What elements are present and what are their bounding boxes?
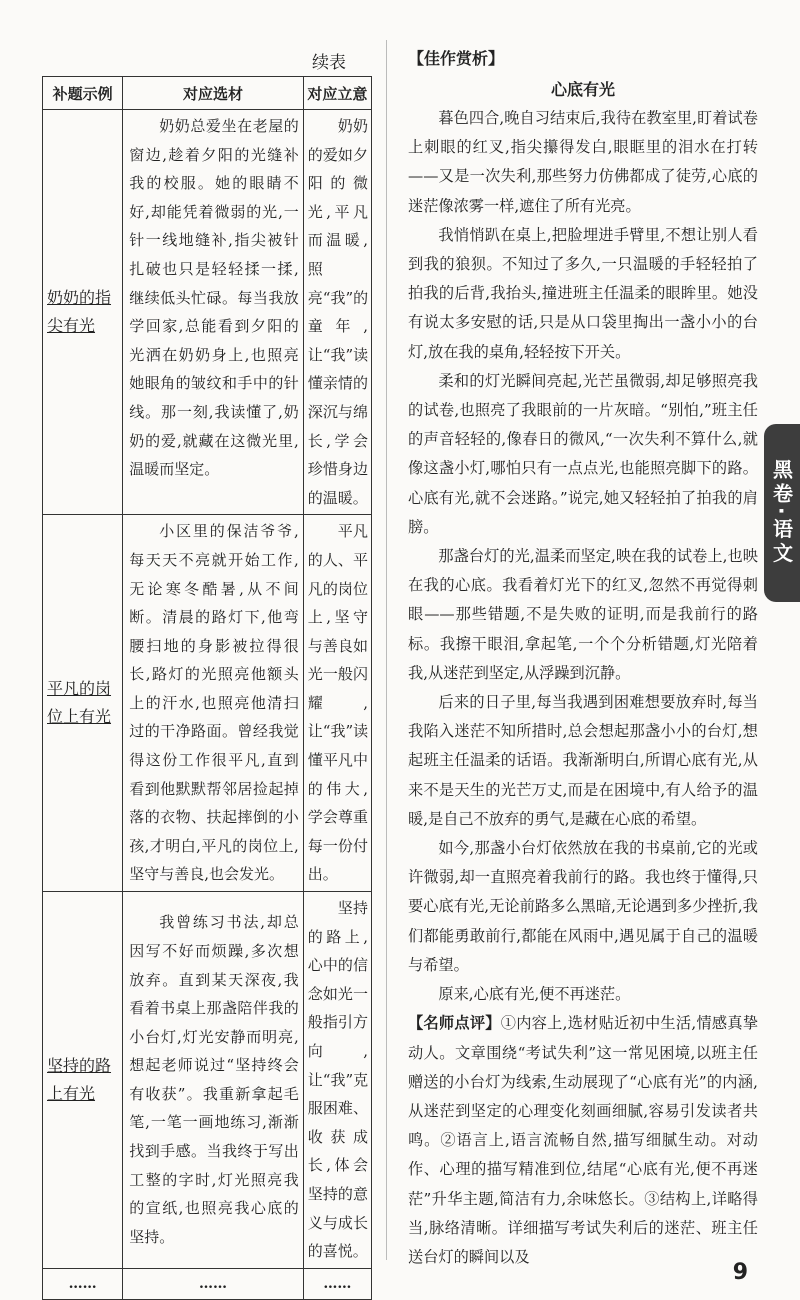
table-row bbox=[43, 515, 372, 892]
table-row bbox=[43, 110, 372, 515]
column-divider bbox=[386, 40, 387, 1260]
article-paragraph: 暮色四合,晚自习结束后,我待在教室里,盯着试卷上刺眼的红叉,指尖攥得发白,眼眶里的泪水在打转——又是一次失利,那些努力仿佛都成了徒劳,心底的迷茫像浓雾一样,遮住了所有光亮。 bbox=[408, 109, 758, 215]
page-number: 9 bbox=[732, 1260, 748, 1285]
header-topic: 补题示例 bbox=[43, 77, 123, 110]
row-topic: 坚持的路上有光 bbox=[47, 1055, 112, 1103]
article-paragraph: 我悄悄趴在桌上,把脸埋进手臂里,不想让别人看到我的狼狈。不知过了多久,一只温暖的手轻轻拍了拍我的后背,我抬头,撞进班主任温柔的眼眸里。她没有说太多安慰的话,只是从口袋里掏出一盏小小的台灯,放在我的桌角,轻轻按下开关。 bbox=[408, 225, 758, 361]
ellipsis-cell: …… bbox=[43, 1268, 123, 1299]
ellipsis-cell: …… bbox=[123, 1268, 304, 1299]
article-paragraph: 原来,心底有光,便不再迷茫。 bbox=[438, 985, 631, 1004]
section-label: 【佳作赏析】 bbox=[408, 49, 505, 68]
comment-text: ①内容上,选材贴近初中生活,情感真挚动人。文章围绕“考试失利”这一常见困境,以班主任赠送的小台灯为线索,生动展现了“心底有光”的内涵,从迷茫到坚定的心理变化刻画细腻,容易引发读者共鸣。②语言上,语言流畅自然,描写细腻生动。对动作、心理的描写精准到位,结尾“心底有光,便不再迷茫”升华主题,简洁有力,余味悠长。③结构上,详略得当,脉络清晰。详细描写考试失利后的迷茫、班主任送台灯的瞬间以及 bbox=[408, 1014, 759, 1266]
continued-label: 续表 bbox=[312, 53, 346, 73]
side-tab: 黑卷·语文 bbox=[764, 424, 800, 602]
article-paragraph: 如今,那盏小台灯依然放在我的书桌前,它的光或许微弱,却一直照亮着我前行的路。我也终于懂得,只要心底有光,无论前路多么黑暗,无论遇到多少挫折,我们都能勇敢前行,都能在风雨中,遇见属于自己的温暖与希望。 bbox=[408, 839, 758, 974]
ellipsis-cell: …… bbox=[303, 1268, 371, 1299]
table-row bbox=[43, 892, 372, 1269]
article-paragraph: 柔和的灯光瞬间亮起,光芒虽微弱,却足够照亮我的试卷,也照亮了我眼前的一片灰暗。“别怕,”班主任的声音轻轻的,像春日的微风,“一次失利不算什么,就像这盏小灯,哪怕只有一点点光,也能照亮脚下的路。心底有光,就不会迷路。”说完,她又轻轻拍了拍我的肩膀。 bbox=[408, 371, 758, 536]
table-header-row bbox=[43, 77, 372, 110]
article-column bbox=[408, 46, 758, 1272]
header-material: 对应选材 bbox=[123, 77, 304, 110]
table-row-ellipsis bbox=[43, 1268, 372, 1299]
teacher-comment bbox=[408, 1009, 758, 1272]
article-paragraph: 那盏台灯的光,温柔而坚定,映在我的试卷上,也映在我的心底。我看着灯光下的红叉,忽然不再觉得刺眼——那些错题,不是失败的证明,而是我前行的路标。我擦干眼泪,拿起笔,一个个分析错题,灯光陪着我,从迷茫到坚定,从浮躁到沉静。 bbox=[408, 547, 758, 682]
article-title: 心底有光 bbox=[550, 80, 615, 99]
row-topic: 奶奶的指尖有光 bbox=[47, 288, 112, 336]
row-idea: 坚持的路上,心中的信念如光一般指引方向,让“我”克服困难、收获成长,体会坚持的意义与成长的喜悦。 bbox=[307, 899, 369, 1261]
row-topic: 平凡的岗位上有光 bbox=[47, 679, 112, 727]
row-idea: 奶奶的爱如夕阳的微光,平凡而温暖,照亮“我”的童年,让“我”读懂亲情的深沉与绵长,学会珍惜身边的温暖。 bbox=[307, 117, 369, 507]
row-idea: 平凡的人、平凡的岗位上,坚守与善良如光一般闪耀,让“我”读懂平凡中的伟大,学会尊重每一份付出。 bbox=[307, 522, 369, 884]
topic-material-table bbox=[42, 76, 372, 1300]
row-material: 我曾练习书法,却总因写不好而烦躁,多次想放弃。直到某天深夜,我看着书桌上那盏陪伴我的小台灯,灯光安静而明亮,想起老师说过“坚持终会有收获”。我重新拿起毛笔,一笔一画地练习,渐渐找到手感。当我终于写出工整的字时,灯光照亮我的宣纸,也照亮我心底的坚持。 bbox=[129, 913, 299, 1246]
article-paragraph: 后来的日子里,每当我遇到困难想要放弃时,每当我陷入迷茫不知所措时,总会想起那盏小小的台灯,想起班主任温柔的话语。我渐渐明白,所谓心底有光,从来不是天生的光芒万丈,而是在困境中,有人给予的温暖,是自己不放弃的勇气,是藏在心底的希望。 bbox=[408, 693, 758, 828]
header-idea: 对应立意 bbox=[303, 77, 371, 110]
row-material: 奶奶总爱坐在老屋的窗边,趁着夕阳的光缝补我的校服。她的眼睛不好,却能凭着微弱的光,一针一线地缝补,指尖被针扎破也只是轻轻揉一揉,继续低头忙碌。每当我放学回家,总能看到夕阳的光洒在奶奶身上,也照亮她眼角的皱纹和手中的针线。那一刻,我读懂了,奶奶的爱,就藏在这微光里,温暖而坚定。 bbox=[129, 117, 299, 479]
row-material: 小区里的保洁爷爷,每天天不亮就开始工作,无论寒冬酷暑,从不间断。清晨的路灯下,他弯腰扫地的身影被拉得很长,路灯的光照亮他额头上的汗水,也照亮他清扫过的干净路面。曾经我觉得这份工作很平凡,直到看到他默默帮邻居捡起掉落的衣物、扶起摔倒的小孩,才明白,平凡的岗位上,坚守与善良,也会发光。 bbox=[129, 522, 299, 884]
comment-label: 【名师点评】 bbox=[408, 1014, 501, 1033]
